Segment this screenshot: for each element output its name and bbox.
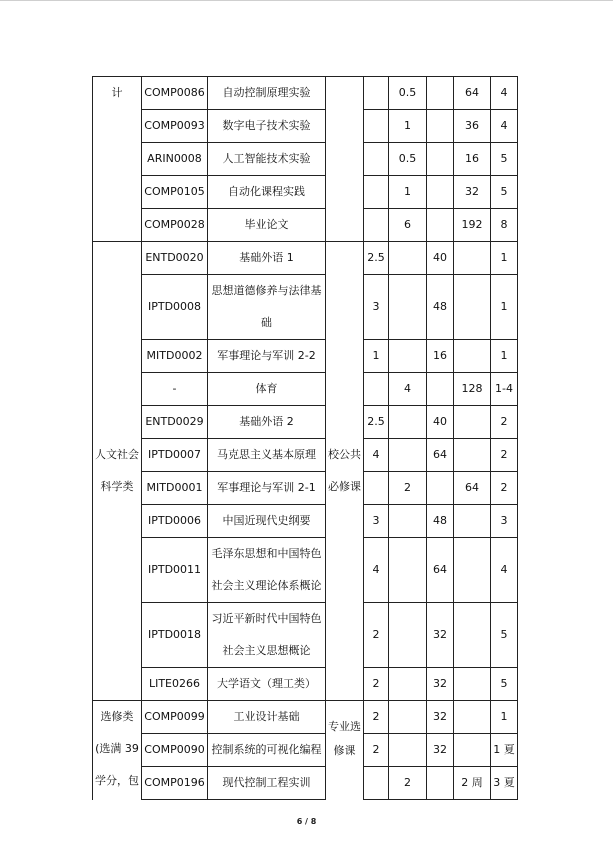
- hours-theory: 64: [427, 538, 454, 603]
- semester: 5: [491, 143, 518, 176]
- credits-practice: [389, 275, 427, 340]
- course-name: 基础外语 2: [208, 406, 326, 439]
- credits-practice: [389, 603, 427, 668]
- credits-practice: 2: [389, 767, 427, 800]
- course-code: COMP0105: [142, 176, 208, 209]
- semester: 5: [491, 176, 518, 209]
- category-cell-elective: [93, 701, 142, 800]
- hours-theory: 40: [427, 242, 454, 275]
- hours-practice: [454, 505, 491, 538]
- table-row: [93, 406, 518, 439]
- course-code: IPTD0006: [142, 505, 208, 538]
- credits-theory: 2: [364, 734, 389, 767]
- hours-theory: [427, 209, 454, 242]
- hours-practice: 32: [454, 176, 491, 209]
- credits-practice: [389, 734, 427, 767]
- credits-theory: 2: [364, 603, 389, 668]
- table-row: [93, 176, 518, 209]
- category-cell-practice: 计: [93, 77, 142, 242]
- credits-practice: [389, 505, 427, 538]
- course-name: 体育: [208, 373, 326, 406]
- course-name: 毕业论文: [208, 209, 326, 242]
- hours-practice: [454, 668, 491, 701]
- table-row: [93, 472, 518, 505]
- table-row: [93, 439, 518, 472]
- hours-practice: [454, 538, 491, 603]
- course-code: COMP0196: [142, 767, 208, 800]
- credits-practice: [389, 668, 427, 701]
- table-row: [93, 701, 518, 734]
- course-code: IPTD0008: [142, 275, 208, 340]
- hours-theory: [427, 373, 454, 406]
- semester: 3 夏: [491, 767, 518, 800]
- semester: 3: [491, 505, 518, 538]
- course-code: MITD0002: [142, 340, 208, 373]
- semester: 1: [491, 701, 518, 734]
- semester: 2: [491, 439, 518, 472]
- credits-theory: [364, 472, 389, 505]
- credits-theory: 2: [364, 668, 389, 701]
- course-name: 中国近现代史纲要: [208, 505, 326, 538]
- category-label: 人文社会科学类: [95, 448, 139, 493]
- course-code: -: [142, 373, 208, 406]
- hours-practice: 2 周: [454, 767, 491, 800]
- credits-practice: 0.5: [389, 143, 427, 176]
- semester: 2: [491, 406, 518, 439]
- table-row: [93, 668, 518, 701]
- credits-theory: [364, 373, 389, 406]
- credits-practice: 2: [389, 472, 427, 505]
- credits-theory: [364, 176, 389, 209]
- credits-practice: 1: [389, 110, 427, 143]
- table-row: [93, 734, 518, 767]
- table-row: [93, 505, 518, 538]
- course-code: COMP0086: [142, 77, 208, 110]
- course-name: 毛泽东思想和中国特色社会主义理论体系概论: [208, 538, 326, 603]
- hours-theory: 32: [427, 603, 454, 668]
- course-name: 大学语文（理工类）: [208, 668, 326, 701]
- course-name: 现代控制工程实训: [208, 767, 326, 800]
- course-code: ENTD0029: [142, 406, 208, 439]
- credits-theory: [364, 143, 389, 176]
- credits-practice: [389, 701, 427, 734]
- hours-practice: [454, 275, 491, 340]
- credits-theory: 3: [364, 275, 389, 340]
- course-name: 控制系统的可视化编程: [208, 734, 326, 767]
- course-name: 军事理论与军训 2-1: [208, 472, 326, 505]
- hours-practice: 64: [454, 77, 491, 110]
- page-number: 6 / 8: [296, 817, 317, 826]
- hours-theory: 32: [427, 734, 454, 767]
- course-code: IPTD0011: [142, 538, 208, 603]
- hours-practice: 64: [454, 472, 491, 505]
- course-type-label: 专业选修课: [328, 720, 361, 757]
- course-name: 思想道德修养与法律基础: [208, 275, 326, 340]
- table-row: [93, 767, 518, 800]
- hours-practice: 128: [454, 373, 491, 406]
- credits-practice: [389, 406, 427, 439]
- credits-practice: 6: [389, 209, 427, 242]
- hours-practice: [454, 701, 491, 734]
- hours-practice: [454, 406, 491, 439]
- course-name: 人工智能技术实验: [208, 143, 326, 176]
- credits-theory: 2.5: [364, 406, 389, 439]
- credits-theory: 4: [364, 538, 389, 603]
- table-row: [93, 77, 518, 110]
- hours-practice: [454, 734, 491, 767]
- course-code: COMP0099: [142, 701, 208, 734]
- table-row: [93, 340, 518, 373]
- course-code: MITD0001: [142, 472, 208, 505]
- course-code: LITE0266: [142, 668, 208, 701]
- course-code: COMP0090: [142, 734, 208, 767]
- hours-theory: 64: [427, 439, 454, 472]
- hours-practice: 36: [454, 110, 491, 143]
- table-row: [93, 143, 518, 176]
- table-row: [93, 538, 518, 603]
- hours-theory: [427, 77, 454, 110]
- credits-practice: 1: [389, 176, 427, 209]
- semester: 4: [491, 538, 518, 603]
- course-name: 数字电子技术实验: [208, 110, 326, 143]
- credits-theory: [364, 77, 389, 110]
- hours-theory: [427, 176, 454, 209]
- hours-theory: [427, 767, 454, 800]
- credits-theory: 2: [364, 701, 389, 734]
- semester: 5: [491, 668, 518, 701]
- credits-practice: 4: [389, 373, 427, 406]
- course-table: [92, 76, 518, 800]
- course-code: COMP0028: [142, 209, 208, 242]
- credits-practice: [389, 340, 427, 373]
- course-name: 马克思主义基本原理: [208, 439, 326, 472]
- credits-theory: [364, 767, 389, 800]
- semester: 4: [491, 110, 518, 143]
- semester: 8: [491, 209, 518, 242]
- course-code: COMP0093: [142, 110, 208, 143]
- hours-theory: 16: [427, 340, 454, 373]
- semester: 1 夏: [491, 734, 518, 767]
- semester: 5: [491, 603, 518, 668]
- table-row: [93, 373, 518, 406]
- table-row: [93, 275, 518, 340]
- course-code: IPTD0007: [142, 439, 208, 472]
- credits-theory: 4: [364, 439, 389, 472]
- semester: 1: [491, 275, 518, 340]
- category-label: 选修类(选满 39 学分，包: [95, 710, 139, 787]
- hours-practice: [454, 439, 491, 472]
- course-code: ENTD0020: [142, 242, 208, 275]
- table-row: [93, 209, 518, 242]
- course-name: 工业设计基础: [208, 701, 326, 734]
- hours-theory: 40: [427, 406, 454, 439]
- page-top-border: [0, 0, 613, 1]
- course-name: 自动控制原理实验: [208, 77, 326, 110]
- credits-practice: [389, 538, 427, 603]
- course-name: 基础外语 1: [208, 242, 326, 275]
- hours-practice: 192: [454, 209, 491, 242]
- course-code: ARIN0008: [142, 143, 208, 176]
- category-cell-humanities: [93, 242, 142, 701]
- semester: 1: [491, 242, 518, 275]
- hours-practice: [454, 603, 491, 668]
- course-code: IPTD0018: [142, 603, 208, 668]
- course-type-label: 校公共必修课: [328, 448, 361, 493]
- semester: 2: [491, 472, 518, 505]
- course-name: 习近平新时代中国特色社会主义思想概论: [208, 603, 326, 668]
- hours-theory: 32: [427, 668, 454, 701]
- semester: 4: [491, 77, 518, 110]
- credits-theory: 2.5: [364, 242, 389, 275]
- credits-theory: 3: [364, 505, 389, 538]
- credits-practice: 0.5: [389, 77, 427, 110]
- hours-theory: [427, 110, 454, 143]
- table-row: [93, 110, 518, 143]
- semester: 1: [491, 340, 518, 373]
- semester: 1-4: [491, 373, 518, 406]
- hours-theory: 48: [427, 505, 454, 538]
- course-name: 军事理论与军训 2-2: [208, 340, 326, 373]
- course-type-cell: [326, 242, 364, 701]
- hours-practice: [454, 340, 491, 373]
- course-type-cell: [326, 77, 364, 242]
- credits-practice: [389, 439, 427, 472]
- credits-theory: [364, 110, 389, 143]
- course-type-cell: [326, 701, 364, 800]
- hours-theory: 48: [427, 275, 454, 340]
- credits-theory: [364, 209, 389, 242]
- credits-theory: 1: [364, 340, 389, 373]
- credits-practice: [389, 242, 427, 275]
- hours-practice: [454, 242, 491, 275]
- hours-theory: [427, 472, 454, 505]
- hours-theory: [427, 143, 454, 176]
- hours-theory: 32: [427, 701, 454, 734]
- course-name: 自动化课程实践: [208, 176, 326, 209]
- table-row: [93, 242, 518, 275]
- hours-practice: 16: [454, 143, 491, 176]
- table-row: [93, 603, 518, 668]
